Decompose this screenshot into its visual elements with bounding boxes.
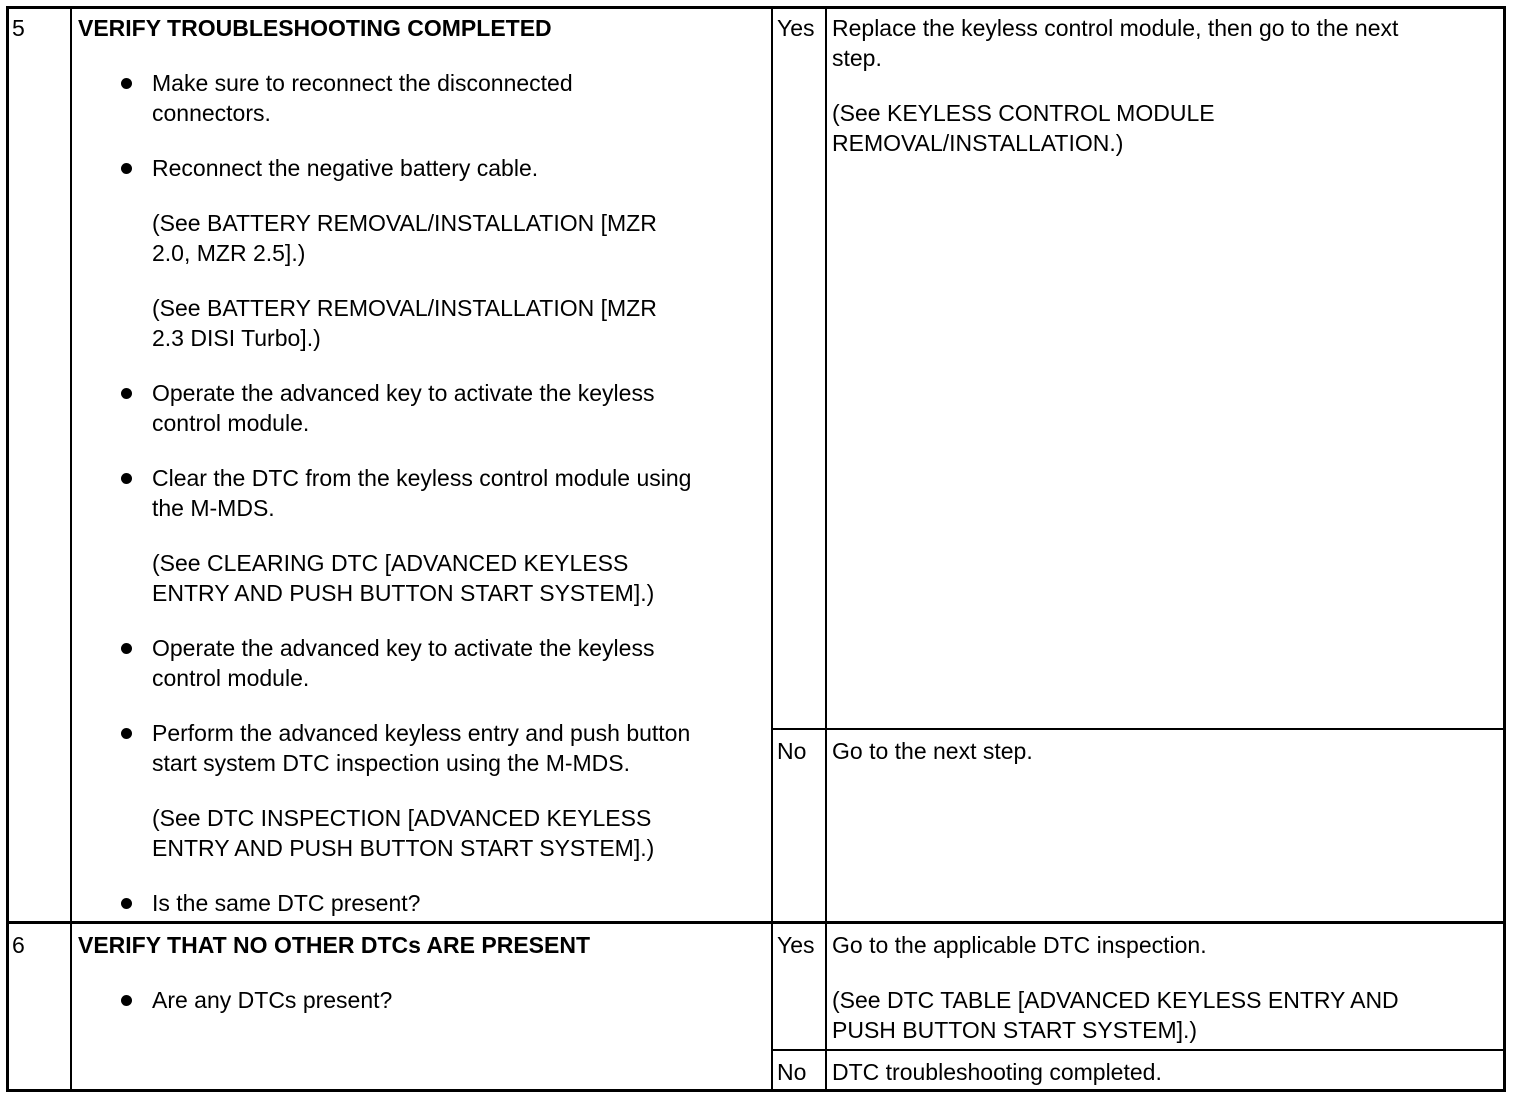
instruction-line: the M-MDS. (152, 495, 275, 521)
step-number: 5 (12, 15, 25, 41)
bullet-icon (121, 163, 132, 174)
bullet-icon (121, 473, 132, 484)
step-title: VERIFY TROUBLESHOOTING COMPLETED (78, 15, 552, 41)
instruction-line: Operate the advanced key to activate the keyless (152, 380, 655, 406)
no-action-line: Go to the next step. (832, 738, 1033, 764)
reference-line: ENTRY AND PUSH BUTTON START SYSTEM].) (152, 580, 655, 606)
yes-reference-line: REMOVAL/INSTALLATION.) (832, 130, 1124, 156)
instruction-line: Clear the DTC from the keyless control module using (152, 465, 692, 491)
bullet-icon (121, 78, 132, 89)
instruction-line: start system DTC inspection using the M-MDS. (152, 750, 631, 776)
column-divider-action (771, 6, 773, 1092)
step-number: 6 (12, 932, 25, 958)
instruction-line: connectors. (152, 100, 271, 126)
no-action-line: DTC troubleshooting completed. (832, 1059, 1162, 1085)
instruction-line: Operate the advanced key to activate the keyless (152, 635, 655, 661)
yes-reference-line: (See DTC TABLE [ADVANCED KEYLESS ENTRY AND (832, 987, 1399, 1013)
row-5-yes-no-divider (771, 728, 1506, 730)
yes-reference-line: (See KEYLESS CONTROL MODULE (832, 100, 1215, 126)
instruction-line: control module. (152, 410, 310, 436)
reference-line: (See DTC INSPECTION [ADVANCED KEYLESS (152, 805, 652, 831)
yes-action-line: step. (832, 45, 882, 71)
yes-label: Yes (777, 15, 815, 41)
step-title: VERIFY THAT NO OTHER DTCs ARE PRESENT (78, 932, 591, 958)
reference-line: 2.0, MZR 2.5].) (152, 240, 306, 266)
question-line: Are any DTCs present? (152, 987, 393, 1013)
column-divider-result (825, 6, 827, 1092)
yes-reference-line: PUSH BUTTON START SYSTEM].) (832, 1017, 1198, 1043)
bullet-icon (121, 898, 132, 909)
column-divider-step (70, 6, 72, 1092)
reference-line: (See BATTERY REMOVAL/INSTALLATION [MZR (152, 295, 657, 321)
reference-line: (See BATTERY REMOVAL/INSTALLATION [MZR (152, 210, 657, 236)
instruction-line: Make sure to reconnect the disconnected (152, 70, 573, 96)
reference-line: 2.3 DISI Turbo].) (152, 325, 321, 351)
instruction-line: Perform the advanced keyless entry and push button (152, 720, 691, 746)
no-label: No (777, 1059, 807, 1085)
reference-line: ENTRY AND PUSH BUTTON START SYSTEM].) (152, 835, 655, 861)
bullet-icon (121, 728, 132, 739)
question-line: Is the same DTC present? (152, 890, 421, 916)
yes-action-line: Replace the keyless control module, then go to the next (832, 15, 1399, 41)
bullet-icon (121, 388, 132, 399)
no-label: No (777, 738, 807, 764)
row-6-yes-no-divider (771, 1049, 1506, 1051)
bullet-icon (121, 995, 132, 1006)
instruction-line: Reconnect the negative battery cable. (152, 155, 539, 181)
bullet-icon (121, 643, 132, 654)
instruction-line: control module. (152, 665, 310, 691)
yes-action-line: Go to the applicable DTC inspection. (832, 932, 1207, 958)
yes-label: Yes (777, 932, 815, 958)
reference-line: (See CLEARING DTC [ADVANCED KEYLESS (152, 550, 629, 576)
row-divider-5-6 (6, 921, 1506, 924)
